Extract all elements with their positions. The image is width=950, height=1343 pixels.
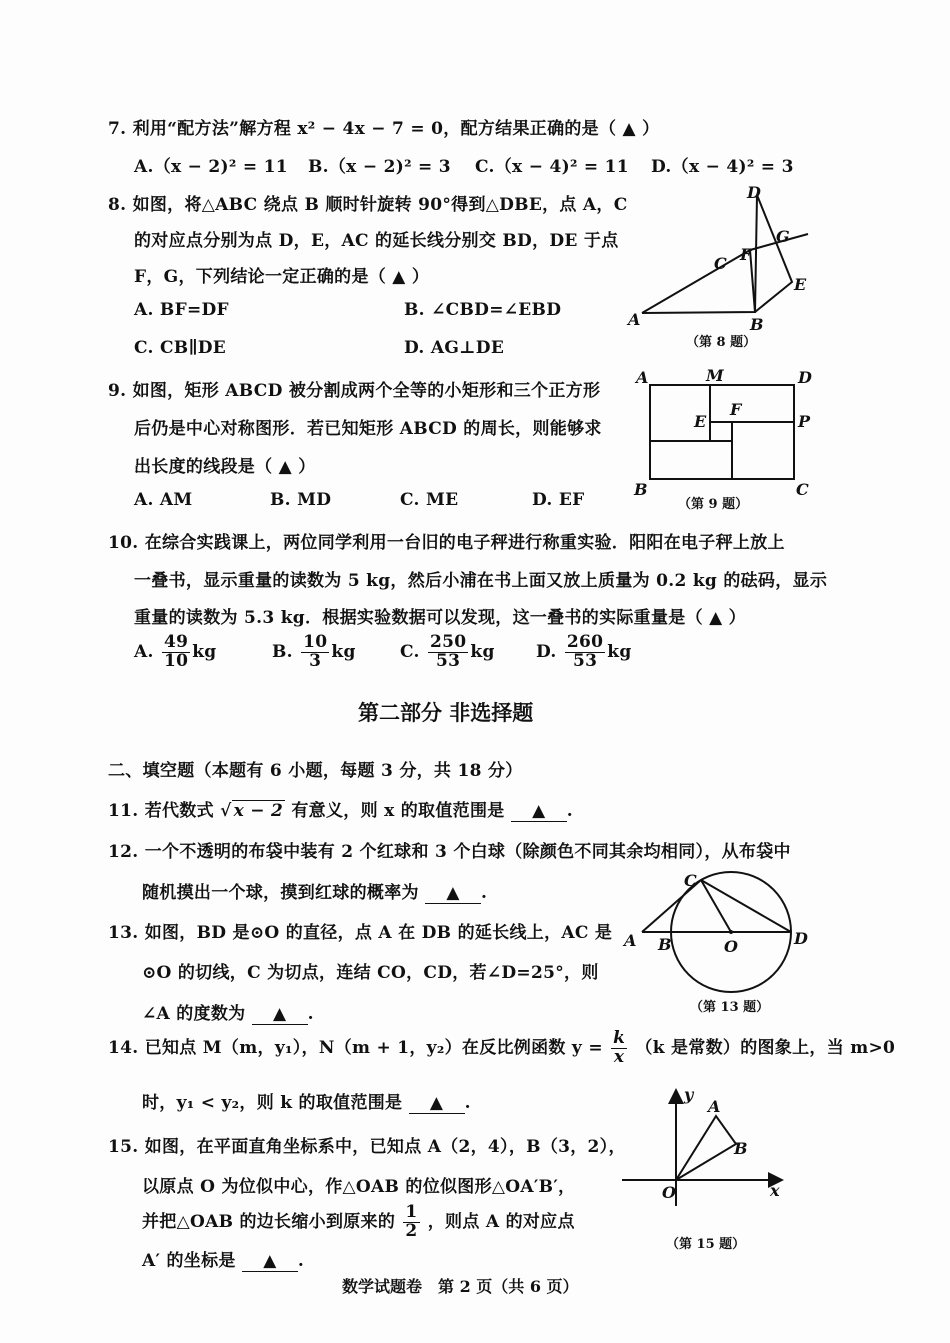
q10-line2: 一叠书，显示重量的读数为 5 kg，然后小浦在书上面又放上质量为 0.2 kg 的砝码，显示 — [134, 571, 828, 591]
q8-label-g: G — [776, 227, 790, 246]
q9-option-b: B. MD — [270, 490, 332, 510]
q9-label-m: M — [706, 366, 724, 385]
q7-option-b: B.（x − 2)² = 3 — [308, 157, 451, 177]
q12-blank: ▲ — [425, 883, 481, 904]
q13-label-a: A — [624, 931, 637, 950]
q9-caption: （第 9 题） — [678, 497, 749, 512]
q13-line3: ∠A 的度数为 ▲ . — [142, 1004, 314, 1024]
q12-line2: 随机摸出一个球，摸到红球的概率为 ▲ . — [142, 883, 488, 903]
q15-label-a: A — [708, 1097, 721, 1116]
q9-label-f: F — [730, 400, 742, 419]
q11-blank: ▲ — [511, 801, 567, 822]
q9-label-p: P — [798, 412, 811, 431]
q7-option-a: A.（x − 2)² = 11 — [134, 157, 288, 177]
q15-label-y: y — [684, 1085, 694, 1104]
q9-figure — [628, 365, 818, 515]
q10-option-c-fraction: $\frac{250}{53}$ — [429, 632, 467, 671]
q15-fraction: $\frac{1}{2}$ — [405, 1202, 418, 1241]
q8-line3: F，G，下列结论一定正确的是（ ▲ ） — [134, 267, 430, 287]
q9-label-b: B — [634, 480, 648, 499]
q10-line3: 重量的读数为 5.3 kg．根据实验数据可以发现，这一叠书的实际重量是（ ▲ ） — [134, 608, 746, 628]
q13-label-b: B — [658, 935, 672, 954]
q13-blank: ▲ — [252, 1004, 308, 1025]
q10-option-c: C. $\frac{250}{53}$ kg — [400, 632, 495, 671]
q10-option-b-fraction: $\frac{10}{3}$ — [303, 632, 328, 671]
q8-option-b: B. ∠CBD=∠EBD — [404, 300, 562, 320]
q10-option-a-fraction: $\frac{49}{10}$ — [163, 632, 189, 671]
q8-label-e: E — [794, 275, 807, 294]
q14-fraction: $\frac{k}{x}$ — [613, 1028, 626, 1067]
part2-title: 第二部分 非选择题 — [358, 700, 534, 725]
q10-line1: 10. 在综合实践课上，两位同学利用一台旧的电子秤进行称重实验．阳阳在电子秤上放上 — [108, 533, 785, 553]
q8-option-c: C. CB∥DE — [134, 338, 227, 358]
q15-line4: A′ 的坐标是 ▲ . — [142, 1251, 305, 1271]
q15-line2: 以原点 O 为位似中心，作△OAB 的位似图形△OA′B′， — [142, 1177, 576, 1197]
q14-blank: ▲ — [409, 1093, 465, 1114]
q9-label-e: E — [694, 412, 707, 431]
q9-label-a: A — [636, 368, 649, 387]
q8-option-a: A. BF=DF — [134, 300, 229, 320]
q7-option-c: C.（x − 4)² = 11 — [475, 157, 629, 177]
q9-line2: 后仍是中心对称图形．若已知矩形 ABCD 的周长，则能够求 — [134, 419, 602, 439]
q11: 11. 若代数式 √ x − 2 有意义，则 x 的取值范围是 ▲ . — [108, 801, 573, 821]
q10-option-d-fraction: $\frac{260}{53}$ — [566, 632, 604, 671]
q13-label-c: C — [684, 871, 697, 890]
q15-caption: （第 15 题） — [666, 1237, 746, 1252]
page-footer: 数学试题卷 第 2 页（共 6 页） — [342, 1277, 579, 1296]
q8-caption: （第 8 题） — [686, 335, 757, 350]
q9-option-c: C. ME — [400, 490, 459, 510]
q9-label-d: D — [798, 368, 812, 387]
q13-figure — [618, 866, 818, 1021]
q15-label-b: B — [734, 1139, 748, 1158]
q9-option-d: D. EF — [532, 490, 585, 510]
q10-option-a: A. $\frac{49}{10}$ kg — [134, 632, 217, 671]
q14-line1: 14. 已知点 M（m，y₁），N（m + 1，y₂）在反比例函数 y = $\frac{k}{x}$ （k 是常数）的图象上，当 m>0 — [108, 1028, 896, 1067]
q8-figure — [620, 180, 820, 355]
q7-stem: 7. 利用“配方法”解方程 x² − 4x − 7 = 0，配方结果正确的是（ ▲ ） — [108, 119, 660, 139]
q13-label-o: O — [724, 937, 738, 956]
q15-figure — [612, 1082, 812, 1254]
q9-line1: 9. 如图，矩形 ABCD 被分割成两个全等的小矩形和三个正方形 — [108, 381, 601, 401]
section2-heading: 二、填空题（本题有 6 小题，每题 3 分，共 18 分） — [108, 761, 523, 781]
q8-label-d: D — [747, 183, 761, 202]
q8-label-f: F — [740, 245, 752, 264]
q8-option-d: D. AG⊥DE — [404, 338, 505, 358]
q9-option-a: A. AM — [134, 490, 193, 510]
q13-label-d: D — [794, 929, 808, 948]
q8-label-c: C — [714, 254, 727, 273]
q15-label-o: O — [662, 1183, 676, 1202]
q7-option-d: D.（x − 4)² = 3 — [651, 157, 794, 177]
q13-caption: （第 13 题） — [690, 1000, 770, 1015]
q9-label-c: C — [796, 480, 809, 499]
q15-blank: ▲ — [242, 1251, 298, 1272]
q15-label-x: x — [770, 1181, 780, 1200]
q10-option-d: D. $\frac{260}{53}$ kg — [536, 632, 632, 671]
q15-line1: 15. 如图，在平面直角坐标系中，已知点 A（2，4），B（3，2）， — [108, 1137, 626, 1157]
q12-line1: 12. 一个不透明的布袋中装有 2 个红球和 3 个白球（除颜色不同其余均相同），从布袋中 — [108, 842, 791, 862]
q11-sqrt: √ x − 2 — [220, 801, 284, 821]
q8-line1: 8. 如图，将△ABC 绕点 B 顺时针旋转 90°得到△DBE，点 A，C — [108, 195, 628, 215]
q13-line2: ⊙O 的切线，C 为切点，连结 CO，CD，若∠D=25°，则 — [142, 963, 599, 983]
q9-line3: 出长度的线段是（ ▲ ） — [134, 457, 316, 477]
q8-line2: 的对应点分别为点 D，E，AC 的延长线分别交 BD，DE 于点 — [134, 231, 619, 251]
q8-label-a: A — [628, 310, 641, 329]
q15-line3: 并把△OAB 的边长缩小到原来的 $\frac{1}{2}$ ，则点 A 的对应点 — [142, 1202, 575, 1241]
q14-line2: 时，y₁ < y₂，则 k 的取值范围是 ▲ . — [142, 1093, 471, 1113]
q10-option-b: B. $\frac{10}{3}$ kg — [272, 632, 356, 671]
q8-label-b: B — [750, 315, 764, 334]
q13-line1: 13. 如图，BD 是⊙O 的直径，点 A 在 DB 的延长线上，AC 是 — [108, 923, 613, 943]
